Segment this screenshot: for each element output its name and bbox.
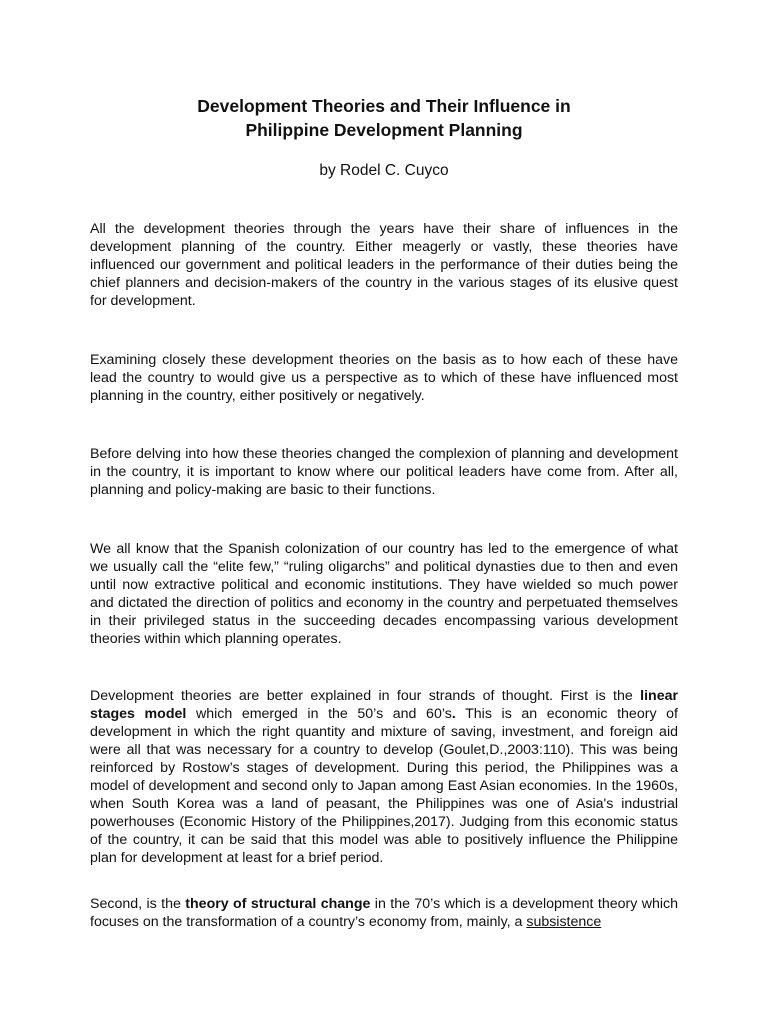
document-title	[90, 94, 678, 142]
linear-stages-model-term: linear stages model	[90, 688, 678, 722]
title-line-2: Philippine Development Planning	[245, 120, 523, 140]
paragraph-1: All the development theories through the years have their share of influences in the development planning of the country. Either meagerly or vastly, these theories have influenced our government and political leaders in the performance of their duties being the chief planners and decision-makers of the country in the various stages of its elusive quest for development.	[90, 221, 678, 309]
subsistence-underlined: subsistence	[526, 914, 602, 930]
paragraph-5-bold-period: .	[451, 706, 456, 722]
paragraph-5	[90, 687, 678, 867]
paragraph-3: Before delving into how these theories changed the complexion of planning and development in the country, it is important to know where our political leaders have come from. After all, planning and policy-making are basic to their functions.	[90, 446, 678, 498]
paragraph-6-text-c: in the 70’s which is a development theory which focuses on the transformation of a country’s economy from, mainly, a	[90, 896, 678, 930]
paragraph-5-text-c: which emerged in the 50’s and 60’s	[186, 706, 452, 722]
paragraph-2: Examining closely these development theories on the basis as to how each of these have lead the country to would give us a perspective as to which of these have influenced most planning in the country, either positively or negatively.	[90, 352, 678, 404]
paragraph-4: We all know that the Spanish colonization of our country has led to the emergence of what we usually call the “elite few,” “ruling oligarchs” and political dynasties due to then and even until now extractive political and economic institutions. They have wielded so much power and dictated the direction of politics and economy in the country and perpetuated themselves in their privileged status in the succeeding decades encompassing various development theories within which planning operates.	[90, 541, 678, 647]
author-byline: by Rodel C. Cuyco	[319, 162, 449, 179]
paragraph-6-text-a: Second, is the	[90, 896, 186, 912]
paragraph-6	[90, 895, 678, 931]
title-line-1: Development Theories and Their Influence in	[197, 96, 571, 116]
paragraph-5-text-a: Development theories are better explained in four strands of thought. First is the	[90, 688, 641, 704]
paragraph-5-text-e: This is an economic theory of development in which the right quantity and mixture of saving, investment, and foreign aid were all that was necessary for a country to develop (Goulet,D.,2003:110). This was being reinforced by Rostow’s stages of development. During this period, the Philippines was a model of development and second only to Japan among East Asian economies. In the 1960s, when South Korea was a land of peasant, the Philippines was one of Asia's industrial powerhouses (Economic History of the Philippines,2017). Judging from this economic status of the country, it can be said that this model was able to positively influence the Philippine plan for development at least for a brief period.	[90, 706, 678, 866]
structural-change-term: theory of structural change	[185, 896, 371, 912]
